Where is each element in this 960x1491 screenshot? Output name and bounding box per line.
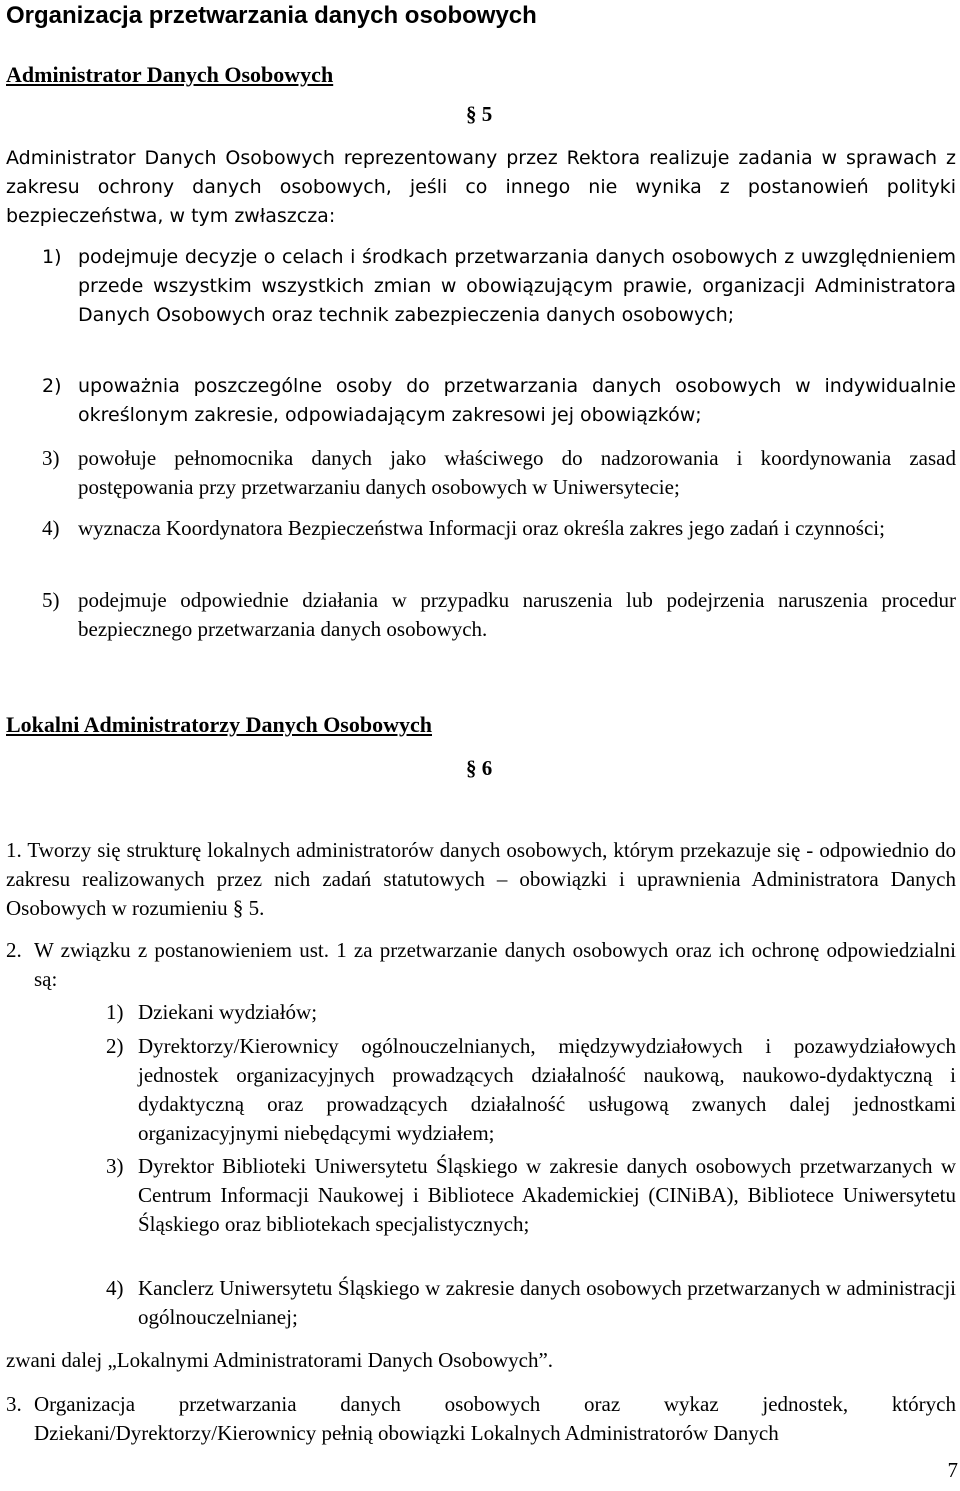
lado-point-3 <box>6 1390 956 1448</box>
ado-item-3 <box>42 444 956 502</box>
lado-item-text: Dziekani wydziałów; <box>138 1000 318 1024</box>
section-heading-ado: Administrator Danych Osobowych <box>6 62 334 87</box>
ado-item-number: 5) <box>42 588 60 612</box>
lado-item-3 <box>106 1152 956 1239</box>
ado-item-4 <box>42 514 956 543</box>
ado-intro: Administrator Danych Osobowych reprezentowany przez Rektora realizuje zadania w sprawach z zakresu ochrony danych osobowych, jeśli co innego nie wynika z postanowień polityki bezpieczeństwa, w tym zwłaszcza: <box>6 147 956 227</box>
page-title: Organizacja przetwarzania danych osobowych <box>6 2 537 29</box>
lado-item-4 <box>106 1274 956 1332</box>
lado-point-1 <box>6 836 956 923</box>
ado-item-text: upoważnia poszczególne osoby do przetwarzania danych osobowych w indywidualnie określonym zakresie, odpowiadającym zakresowi jej obowiązków; <box>78 375 956 426</box>
lado-item-number: 3) <box>106 1154 124 1178</box>
ado-item-text: podejmuje decyzje o celach i środkach przetwarzania danych osobowych z uwzględnieniem przede wszystkim wszystkich zmian w obowiązującym prawie, organizacji Administratora Danych Osobowych oraz technik zabezpieczenia danych osobowych; <box>78 246 956 326</box>
ado-item-number: 2) <box>42 375 62 397</box>
ado-item-text: wyznacza Koordynatora Bezpieczeństwa Informacji oraz określa zakres jego zadań i czynności; <box>78 516 885 540</box>
page-number: 7 <box>947 1458 958 1482</box>
lado-point-text: Tworzy się strukturę lokalnych administratorów danych osobowych, którym przekazuje się - odpowiednio do zakresu realizowanych przez nich zadań statutowych – obowiązki i uprawnienia Administratora Danych Osobowych w rozumieniu § 5. <box>6 838 956 920</box>
lado-item-text: Dyrektorzy/Kierownicy ogólnouczelnianych, międzywydziałowych i pozawydziałowych jednostek organizacyjnych prowadzących działalność naukową, naukowo-dydaktyczną i dydaktyczną oraz prowadzących działalność usługową zwanych dalej jednostkami organizacyjnymi niebędącymi wydziałem; <box>138 1034 956 1145</box>
lado-point-text: W związku z postanowieniem ust. 1 za przetwarzanie danych osobowych oraz ich ochronę odpowiedzialni są: <box>34 938 956 991</box>
lado-point-number: 2. <box>6 938 22 962</box>
lado-point-2 <box>6 936 956 994</box>
ado-item-5 <box>42 586 956 644</box>
lado-item-text: Dyrektor Biblioteki Uniwersytetu Śląskiego w zakresie danych osobowych przetwarzanych w Centrum Informacji Naukowej i Bibliotece Akademickiej (CINiBA), Bibliotece Uniwersytetu Śląskiego oraz bibliotekach specjalistycznych; <box>138 1154 956 1236</box>
ado-item-2 <box>42 372 956 430</box>
lado-item-1 <box>106 998 956 1027</box>
lado-item-text: Kanclerz Uniwersytetu Śląskiego w zakresie danych osobowych przetwarzanych w administracji ogólnouczelnianej; <box>138 1276 956 1329</box>
lado-item-number: 4) <box>106 1276 124 1300</box>
ado-item-number: 1) <box>42 246 62 268</box>
lado-item-number: 1) <box>106 1000 124 1024</box>
section-heading-lado: Lokalni Administratorzy Danych Osobowych <box>6 712 432 737</box>
ado-item-text: powołuje pełnomocnika danych jako właściwego do nadzorowania i koordynowania zasad postępowania przy przetwarzaniu danych osobowych w Uniwersytecie; <box>78 446 956 499</box>
lado-item-number: 2) <box>106 1034 124 1058</box>
paragraph-mark-5: § 5 <box>466 102 493 126</box>
lado-point-number: 1. <box>6 838 22 862</box>
lado-point-number: 3. <box>6 1392 22 1416</box>
lado-point-text: Organizacja przetwarzania danych osobowych oraz wykaz jednostek, których Dziekani/Dyrektorzy/Kierownicy pełnią obowiązki Lokalnych Administratorów Danych <box>34 1392 956 1445</box>
paragraph-mark-6: § 6 <box>466 756 493 780</box>
lado-item-2 <box>106 1032 956 1148</box>
ado-item-number: 3) <box>42 446 60 470</box>
lado-closing: zwani dalej „Lokalnymi Administratorami Danych Osobowych”. <box>6 1348 554 1372</box>
ado-item-number: 4) <box>42 516 60 540</box>
ado-item-text: podejmuje odpowiednie działania w przypadku naruszenia lub podejrzenia naruszenia procedur bezpiecznego przetwarzania danych osobowych. <box>78 588 956 641</box>
ado-item-1 <box>42 243 956 330</box>
